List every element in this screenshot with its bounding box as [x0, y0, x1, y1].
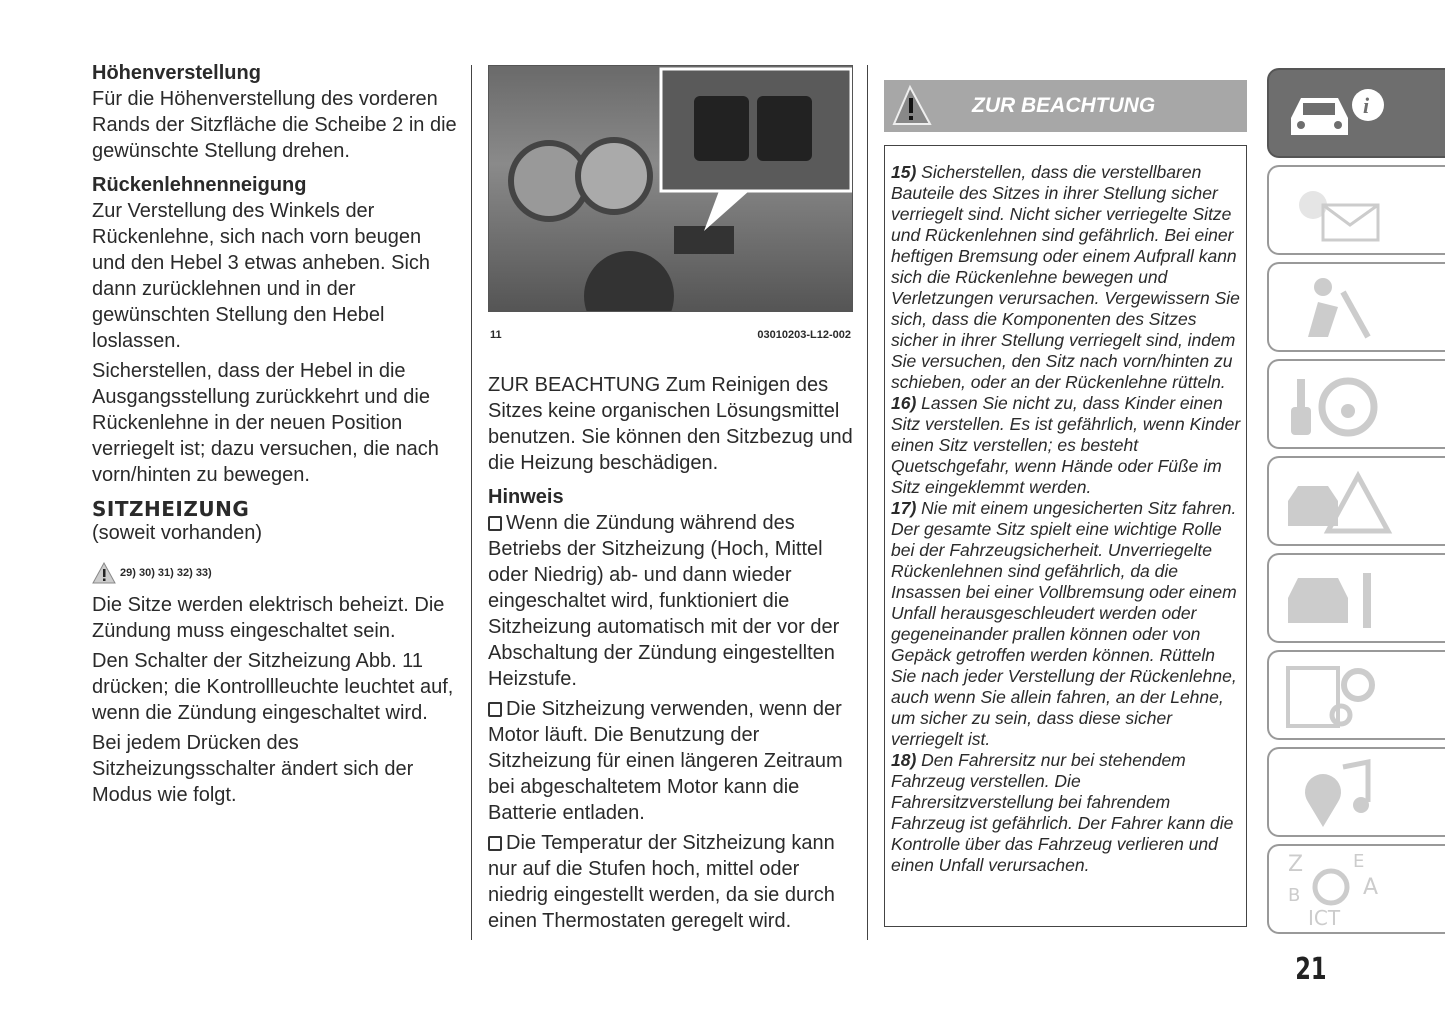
tab-index[interactable]	[1267, 844, 1445, 934]
bullet-item: Wenn die Zündung während des Betriebs der Sitzheizung (Hoch, Mittel oder Niedrig) ab- und dann wieder eingeschaltet wird, funktioniert die Sitzheizung automatisch mit der vor der Abschaltung der Zündung eingestellten Heizstufe.	[488, 512, 840, 690]
tab-multimedia[interactable]	[1267, 747, 1445, 837]
figure-code: 03010203-L12-002	[757, 329, 851, 341]
section-subtitle: (soweit vorhanden)	[92, 522, 263, 544]
column-divider	[867, 65, 868, 940]
svg-text:B: B	[1288, 885, 1301, 906]
warning-notes-box	[884, 145, 1247, 927]
paragraph: Bei jedem Drücken des Sitzheizungsschalter ändert sich der Modus wie folgt.	[92, 732, 414, 806]
steering-key-icon	[1283, 369, 1393, 439]
index-icon	[1283, 849, 1393, 929]
car-info-icon	[1283, 83, 1393, 143]
tab-technical-data[interactable]	[1267, 650, 1445, 740]
paragraph: Die Sitze werden elektrisch beheizt. Die Zündung muss eingeschaltet sein.	[92, 594, 445, 642]
heading-height: Höhenverstellung	[92, 62, 261, 84]
svg-text:ICT: ICT	[1308, 906, 1341, 929]
warning-column	[884, 80, 1247, 927]
warning-lights-icon	[1283, 175, 1393, 245]
note: 16) Lassen Sie nicht zu, dass Kinder einen Sitz verstellen. Es ist gefährlich, wenn Kinder einen Sitz verstellen; es besteht Quetschgefahr, wenn Hände oder Füße im Sitz eingeklemmt werden.	[891, 393, 1241, 497]
tab-maintenance[interactable]	[1267, 553, 1445, 643]
figure-number: 11	[490, 329, 502, 341]
paragraph: Zur Verstellung des Winkels der Rückenlehne, sich nach vorn beugen und den Hebel 3 etwas anheben. Sich dann zurücklehnen und in der gewünschten Stellung den Hebel loslassen.	[92, 200, 431, 352]
figure-caption	[488, 322, 853, 348]
heading-backrest: Rückenlehnenneigung	[92, 174, 307, 196]
maintenance-icon	[1283, 563, 1393, 633]
tab-warning-lights[interactable]	[1267, 165, 1445, 255]
paragraph: Für die Höhenverstellung des vorderen Rands der Sitzfläche die Scheibe 2 in die gewünschte Stellung drehen.	[92, 88, 457, 162]
airbag-icon	[1283, 272, 1393, 342]
note: 15) Sicherstellen, dass die verstellbaren Bauteile des Sitzes in ihrer Stellung sicher verriegelt sind. Nicht sicher verriegelte Sitze und Rückenlehnen sind gefährlich. Bei einer heftigen Bremsung oder einem Aufprall kann sich die Rückenlehne bewegen und Verletzungen verursachen. Vergewissern Sie sich, dass die Komponenten des Sitzes sicher in ihrer Stellung verriegelt sind, indem Sie versuchen, den Sitz nach vorn/hinten zu schieben, oder an der Rückenlehne rütteln.	[891, 162, 1240, 392]
paragraph: Den Schalter der Sitzheizung Abb. 11 drücken; die Kontrollleuchte leuchtet auf, wenn die Zündung eingeschaltet wird.	[92, 650, 454, 724]
emergency-icon	[1283, 466, 1393, 536]
paragraph: ZUR BEACHTUNG Zum Reinigen des Sitzes keine organischen Lösungsmittel benutzen. Sie können den Sitzbezug und die Heizung beschädigen.	[488, 374, 853, 474]
column-divider	[471, 65, 472, 940]
tab-emergency[interactable]	[1267, 456, 1445, 546]
page-number: 21	[1295, 952, 1327, 987]
svg-text:Z: Z	[1288, 852, 1304, 877]
column-1	[92, 60, 457, 812]
note: 17) Nie mit einem ungesicherten Sitz fahren. Der gesamte Sitz spielt eine wichtige Rolle bei der Fahrzeugsicherheit. Unverriegelte Rückenlehnen sind gefährlich, da die Insassen bei einer Vollbremsung oder einem Unfall herausgeschleudert werden oder gegeneinander prallen können oder von Gepäck getroffen werden können. Rütteln Sie nach jeder Verstellung der Rückenlehne, auch wenn Sie allein fahren, an der Lehne, um sicher zu sein, dass diese sicher verriegelt ist.	[891, 498, 1237, 749]
warning-triangle-icon	[92, 562, 116, 584]
checkbox-bullet-icon	[488, 836, 502, 851]
warning-banner: ZUR BEACHTUNG	[884, 80, 1247, 132]
warning-references: 29) 30) 31) 32) 33)	[92, 560, 457, 586]
tab-safety[interactable]	[1267, 262, 1445, 352]
bullet-item: Die Temperatur der Sitzheizung kann nur auf die Stufen hoch, mittel oder niedrig eingestellt werden, da sie durch einen Thermostaten geregelt wird.	[488, 832, 835, 932]
section-title: SITZHEIZUNG	[92, 497, 250, 521]
seat-heater-switch-photo	[488, 65, 853, 312]
column-2	[488, 65, 853, 938]
svg-text:i: i	[1363, 93, 1370, 118]
technical-data-icon	[1283, 660, 1393, 730]
svg-text:A: A	[1363, 875, 1379, 900]
multimedia-icon	[1283, 757, 1393, 827]
warning-triangle-icon	[890, 84, 934, 128]
heading-note: Hinweis	[488, 486, 564, 508]
tab-starting-driving[interactable]	[1267, 359, 1445, 449]
paragraph: Sicherstellen, dass der Hebel in die Ausgangsstellung zurückkehrt und die Rückenlehne in der neuen Position verriegelt ist; dazu versuchen, die nach vorn/hinten zu bewegen.	[92, 360, 439, 486]
svg-text:E: E	[1353, 851, 1365, 872]
tab-car-info[interactable]	[1267, 68, 1445, 158]
bullet-item: Die Sitzheizung verwenden, wenn der Motor läuft. Die Benutzung der Sitzheizung für einen längeren Zeitraum bei abgeschaltetem Motor kann die Batterie entladen.	[488, 698, 843, 824]
checkbox-bullet-icon	[488, 516, 502, 531]
note: 18) Den Fahrersitz nur bei stehendem Fahrzeug verstellen. Die Fahrersitzverstellung bei fahrendem Fahrzeug ist gefährlich. Der Fahrer kann die Kontrolle über das Fahrzeug verlieren und einen Unfall verursachen.	[891, 750, 1234, 875]
checkbox-bullet-icon	[488, 702, 502, 717]
